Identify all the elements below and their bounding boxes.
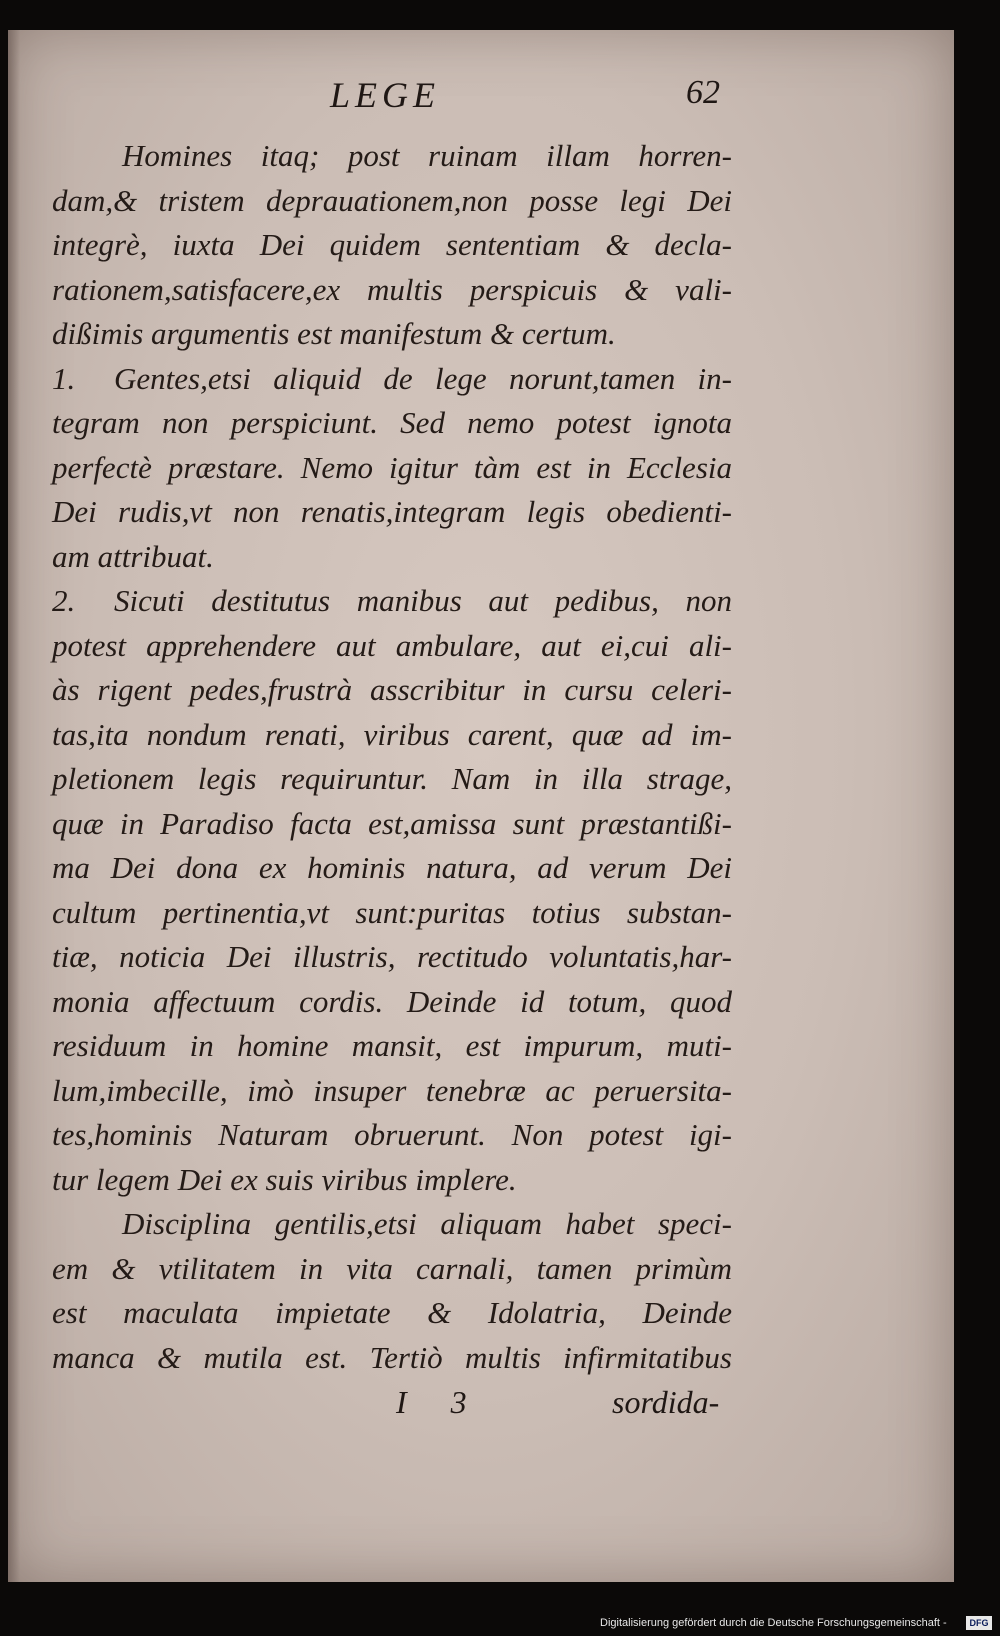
text-line: perfectè præstare. Nemo igitur tàm est in Ecclesia (52, 449, 732, 485)
dfg-logo: DFG (966, 1616, 992, 1630)
text-line: rationem,satisfacere,ex multis perspicuis & vali- (52, 271, 732, 307)
running-title: LEGE (330, 75, 440, 115)
text-line: monia affectuum cordis. Deinde id totum, quod (52, 983, 732, 1019)
text-line: Homines itaq; post ruinam illam horren- (122, 138, 732, 173)
text-line: pletionem legis requiruntur. Nam in illa strage, (52, 761, 732, 796)
text-line: Dei rudis,vt non renatis,integram legis obedienti- (52, 494, 732, 529)
text-line: tiæ, noticia Dei illustris, rectitudo voluntatis,har- (52, 939, 732, 974)
text-line: lum,imbecille, imò insuper tenebræ ac peruersita- (52, 1072, 732, 1108)
text-line: cultum pertinentia,vt sunt:puritas totius substan- (52, 894, 732, 930)
catchword: sordida- (612, 1384, 720, 1420)
item-number: 2. (52, 583, 76, 618)
text-line: residuum in homine mansit, est impurum, muti- (52, 1028, 732, 1063)
page-number: 62 (686, 74, 720, 111)
text-line: tes,hominis Naturam obruerunt. Non potest igi- (52, 1117, 732, 1152)
page-footer (0, 1384, 1000, 1432)
text-line: quæ in Paradiso facta est,amissa sunt præstantißi- (52, 805, 732, 841)
text-line: tegram non perspiciunt. Sed nemo potest ignota (52, 405, 732, 440)
signature-mark: I 3 (396, 1384, 485, 1420)
text-line: tur legem Dei ex suis viribus implere. (52, 1161, 517, 1197)
text-line: ma Dei dona ex hominis natura, ad verum Dei (52, 850, 732, 885)
text-line: am attribuat. (52, 538, 214, 574)
text-line: tas,ita nondum renati, viribus carent, quæ ad im- (52, 716, 732, 752)
text-line: dißimis argumentis est manifestum & certum. (52, 316, 616, 351)
text-line: manca & mutila est. Tertiò multis infirmitatibus (52, 1339, 732, 1375)
text-line: est maculata impietate & Idolatria, Deinde (52, 1295, 732, 1330)
text-line: potest apprehendere aut ambulare, aut ei,cui ali- (52, 627, 732, 663)
page-edge-shadow (8, 30, 20, 1582)
text-line: dam,& tristem deprauationem,non posse legi Dei (52, 182, 732, 218)
numbered-line (52, 579, 732, 624)
text-line: integrè, iuxta Dei quidem sententiam & decla- (52, 227, 732, 262)
text-line: Disciplina gentilis,etsi aliquam habet speci- (122, 1206, 732, 1241)
numbered-line (52, 357, 732, 402)
text-line: em & vtilitatem in vita carnali, tamen primùm (52, 1250, 732, 1286)
item-number: 1. (52, 360, 76, 396)
text-line: Sicuti destitutus manibus aut pedibus, non (114, 583, 732, 618)
digitization-credit: Digitalisierung gefördert durch die Deutsche Forschungsgemeinschaft - (600, 1617, 947, 1629)
text-line: Gentes,etsi aliquid de lege norunt,tamen in- (114, 360, 732, 396)
text-line: às rigent pedes,frustrà asscribitur in cursu celeri- (52, 672, 732, 707)
page-header (0, 74, 1000, 124)
body-text (52, 134, 732, 1380)
